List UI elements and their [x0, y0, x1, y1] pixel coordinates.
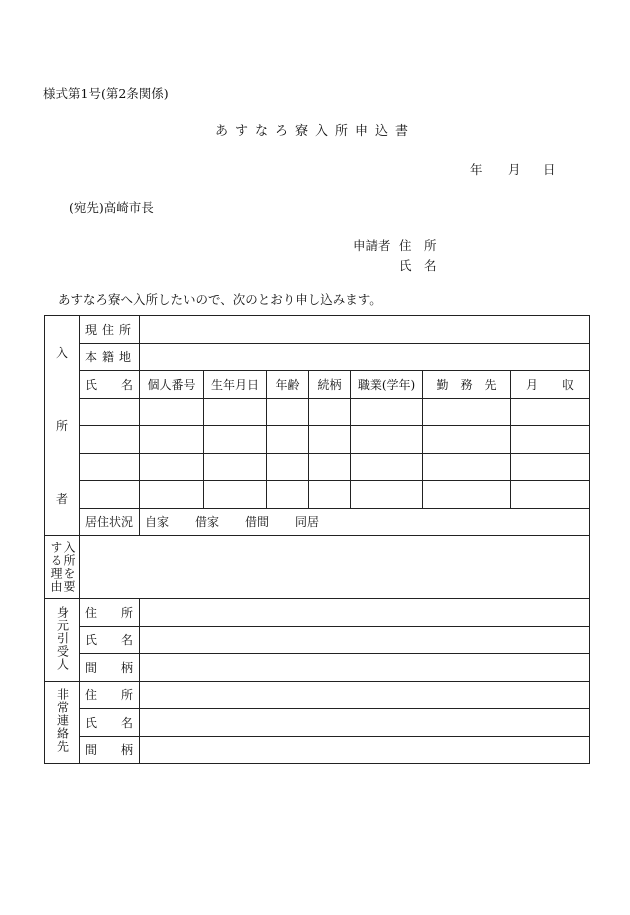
- section-char: 者: [55, 492, 68, 506]
- table-row: [45, 536, 590, 599]
- table-cell[interactable]: [140, 398, 204, 426]
- col-header-name: 氏 名: [80, 371, 140, 399]
- emergency-relation-label: 間 柄: [80, 736, 140, 764]
- table-cell[interactable]: [204, 481, 267, 509]
- table-header-row: [45, 371, 590, 399]
- table-cell[interactable]: [309, 453, 351, 481]
- table-cell[interactable]: [511, 481, 590, 509]
- guarantor-relation-field[interactable]: [140, 654, 590, 682]
- table-cell[interactable]: [351, 398, 423, 426]
- col-header-personal-number: 個人番号: [140, 371, 204, 399]
- table-cell[interactable]: [140, 426, 204, 454]
- section-char: 入: [55, 346, 68, 360]
- table-cell[interactable]: [267, 426, 309, 454]
- table-cell[interactable]: [423, 398, 511, 426]
- applicant-name-label: 氏 名: [399, 258, 437, 273]
- residence-option[interactable]: 自家: [145, 515, 170, 530]
- applicant-label: 申請者: [353, 238, 391, 253]
- col-header-age: 年齢: [267, 371, 309, 399]
- residence-status-options: [140, 508, 590, 536]
- table-row: [45, 736, 590, 764]
- reason-field[interactable]: [80, 536, 590, 599]
- table-cell[interactable]: [140, 481, 204, 509]
- table-cell[interactable]: [267, 481, 309, 509]
- table-cell[interactable]: [511, 426, 590, 454]
- addressee: (宛先)高崎市長: [69, 200, 154, 215]
- table-cell[interactable]: [351, 426, 423, 454]
- emergency-address-label: 住 所: [80, 681, 140, 709]
- registered-domicile-field[interactable]: [140, 343, 590, 371]
- table-row: [45, 481, 590, 509]
- table-row: [45, 316, 590, 344]
- table-cell[interactable]: [267, 398, 309, 426]
- date-year-label: 年: [470, 162, 483, 177]
- table-row: [45, 398, 590, 426]
- col-header-relationship: 続柄: [309, 371, 351, 399]
- table-cell[interactable]: [423, 426, 511, 454]
- table-cell[interactable]: [423, 481, 511, 509]
- table-row: [45, 681, 590, 709]
- table-row: [45, 508, 590, 536]
- table-cell[interactable]: [80, 398, 140, 426]
- guarantor-address-label: 住 所: [80, 599, 140, 627]
- table-row: [45, 626, 590, 654]
- residence-option[interactable]: 同居: [295, 515, 320, 530]
- table-cell[interactable]: [309, 426, 351, 454]
- form-number: 様式第1号(第2条関係): [43, 86, 169, 101]
- emergency-address-field[interactable]: [140, 681, 590, 709]
- emergency-name-label: 氏 名: [80, 709, 140, 737]
- table-cell[interactable]: [267, 453, 309, 481]
- emergency-section-label: 非常連絡先: [45, 681, 80, 764]
- table-cell[interactable]: [309, 481, 351, 509]
- guarantor-address-field[interactable]: [140, 599, 590, 627]
- residence-option[interactable]: 借間: [245, 515, 270, 530]
- table-cell[interactable]: [204, 426, 267, 454]
- table-cell[interactable]: [80, 426, 140, 454]
- guarantor-name-label: 氏 名: [80, 626, 140, 654]
- table-cell[interactable]: [351, 453, 423, 481]
- table-cell[interactable]: [204, 398, 267, 426]
- residence-option[interactable]: 借家: [195, 515, 220, 530]
- page-title: あすなろ寮入所申込書: [214, 124, 415, 139]
- guarantor-name-field[interactable]: [140, 626, 590, 654]
- table-cell[interactable]: [423, 453, 511, 481]
- table-cell[interactable]: [309, 398, 351, 426]
- table-cell[interactable]: [80, 481, 140, 509]
- guarantor-section-label: 身元引受人: [45, 599, 80, 682]
- table-cell[interactable]: [511, 453, 590, 481]
- emergency-relation-field[interactable]: [140, 736, 590, 764]
- current-address-field[interactable]: [140, 316, 590, 344]
- section-char: 所: [55, 419, 68, 433]
- emergency-name-field[interactable]: [140, 709, 590, 737]
- table-cell[interactable]: [511, 398, 590, 426]
- residence-status-label: 居住状況: [80, 508, 140, 536]
- current-address-label: 現住所: [80, 316, 140, 344]
- guarantor-relation-label: 間 柄: [80, 654, 140, 682]
- registered-domicile-label: 本籍地: [80, 343, 140, 371]
- table-cell[interactable]: [80, 453, 140, 481]
- table-row: [45, 453, 590, 481]
- application-table: [44, 315, 590, 764]
- date-day-label: 日: [543, 162, 556, 177]
- applicant-address-label: 住 所: [399, 238, 437, 253]
- reason-label: する理由 入所を要: [45, 536, 80, 599]
- table-cell[interactable]: [204, 453, 267, 481]
- table-cell[interactable]: [351, 481, 423, 509]
- table-row: [45, 654, 590, 682]
- table-row: [45, 599, 590, 627]
- table-cell[interactable]: [140, 453, 204, 481]
- col-header-birthdate: 生年月日: [204, 371, 267, 399]
- table-row: [45, 426, 590, 454]
- table-row: [45, 709, 590, 737]
- intro-text: あすなろ寮へ入所したいので、次のとおり申し込みます。: [58, 292, 382, 307]
- date-month-label: 月: [508, 162, 521, 177]
- col-header-workplace: 勤 務 先: [423, 371, 511, 399]
- table-row: [45, 343, 590, 371]
- col-header-occupation: 職業(学年): [351, 371, 423, 399]
- applicant-section-label: [45, 316, 80, 536]
- col-header-monthly-income: 月 収: [511, 371, 590, 399]
